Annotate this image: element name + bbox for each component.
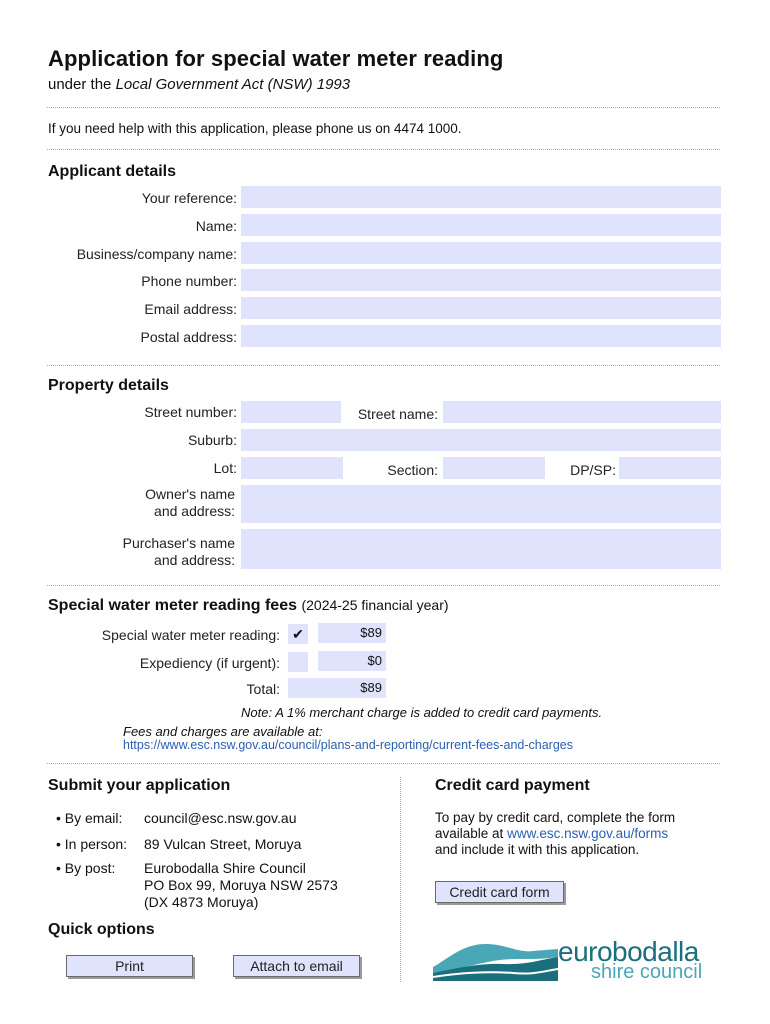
post-line2: PO Box 99, Moruya NSW 2573 bbox=[144, 877, 338, 893]
charges-text: Fees and charges are available at: bbox=[123, 724, 323, 739]
post-label: • By post: bbox=[56, 860, 116, 876]
expediency-checkbox[interactable] bbox=[288, 652, 308, 672]
print-button[interactable]: Print bbox=[66, 955, 193, 977]
section-label: Section: bbox=[387, 462, 438, 478]
postal-label: Postal address: bbox=[140, 329, 237, 345]
owner-input[interactable] bbox=[241, 485, 721, 523]
post-line3: (DX 4873 Moruya) bbox=[144, 894, 259, 910]
quick-options-heading: Quick options bbox=[48, 921, 155, 938]
dpsp-label: DP/SP: bbox=[570, 462, 616, 478]
reference-label: Your reference: bbox=[141, 190, 237, 206]
council-logo bbox=[433, 937, 723, 987]
lot-input[interactable] bbox=[241, 457, 343, 479]
attach-email-button[interactable]: Attach to email bbox=[233, 955, 360, 977]
subtitle-prefix: under the bbox=[48, 76, 112, 93]
name-input[interactable] bbox=[241, 214, 721, 236]
suburb-label: Suburb: bbox=[187, 432, 237, 448]
phone-input[interactable] bbox=[241, 269, 721, 291]
divider bbox=[47, 585, 720, 586]
business-label: Business/company name: bbox=[76, 246, 237, 262]
business-input[interactable] bbox=[241, 242, 721, 264]
purchaser-input[interactable] bbox=[241, 529, 721, 569]
divider bbox=[47, 107, 720, 108]
post-line1: Eurobodalla Shire Council bbox=[144, 860, 306, 876]
email-input[interactable] bbox=[241, 297, 721, 319]
expediency-fee-amount: $0 bbox=[318, 651, 386, 671]
reading-fee-label: Special water meter reading: bbox=[101, 627, 280, 643]
lot-label: Lot: bbox=[213, 460, 237, 476]
street-name-label: Street name: bbox=[357, 406, 438, 422]
section-input[interactable] bbox=[443, 457, 545, 479]
owner-label-line1: Owner's name bbox=[145, 486, 235, 502]
suburb-input[interactable] bbox=[241, 429, 721, 451]
purchaser-label-line1: Purchaser's name bbox=[122, 535, 235, 551]
page-subtitle bbox=[48, 76, 350, 93]
owner-label bbox=[40, 486, 235, 520]
street-number-input[interactable] bbox=[241, 401, 341, 423]
column-divider bbox=[400, 777, 401, 982]
in-person-value: 89 Vulcan Street, Moruya bbox=[144, 836, 302, 852]
reading-checkbox[interactable]: ✔ bbox=[288, 624, 308, 644]
reading-fee-amount: $89 bbox=[318, 623, 386, 643]
email-label: Email address: bbox=[144, 301, 237, 317]
in-person-label: • In person: bbox=[56, 836, 128, 852]
credit-heading: Credit card payment bbox=[435, 777, 590, 794]
divider bbox=[47, 149, 720, 150]
total-label: Total: bbox=[246, 681, 280, 697]
owner-label-line2: and address: bbox=[154, 503, 235, 519]
applicant-heading: Applicant details bbox=[48, 163, 177, 180]
forms-link[interactable]: www.esc.nsw.gov.au/forms bbox=[507, 826, 669, 841]
credit-line1: To pay by credit card, complete the form bbox=[435, 810, 676, 825]
credit-line2-prefix: available at bbox=[435, 826, 504, 841]
wave-logo-icon bbox=[433, 939, 558, 985]
post-address bbox=[144, 860, 338, 911]
street-name-input[interactable] bbox=[443, 401, 721, 423]
dpsp-input[interactable] bbox=[619, 457, 721, 479]
street-number-label: Street number: bbox=[144, 404, 237, 420]
divider bbox=[47, 365, 720, 366]
reference-input[interactable] bbox=[241, 186, 721, 208]
divider bbox=[47, 763, 720, 764]
help-text: If you need help with this application, please phone us on 4474 1000. bbox=[48, 121, 462, 136]
phone-label: Phone number: bbox=[141, 273, 237, 289]
credit-card-form-button[interactable]: Credit card form bbox=[435, 881, 564, 903]
charges-link[interactable]: https://www.esc.nsw.gov.au/council/plans-and-reporting/current-fees-and-charges bbox=[123, 738, 573, 752]
fees-heading-title: Special water meter reading fees bbox=[48, 597, 297, 614]
credit-line2 bbox=[435, 826, 675, 842]
total-amount: $89 bbox=[288, 678, 386, 698]
page-title: Application for special water meter reading bbox=[48, 46, 504, 71]
credit-line3: and include it with this application. bbox=[435, 842, 640, 857]
email-method-label: • By email: bbox=[56, 810, 123, 826]
merchant-note: Note: A 1% merchant charge is added to credit card payments. bbox=[241, 705, 603, 720]
logo-text-line2: shire council bbox=[591, 961, 703, 983]
subtitle-act: Local Government Act (NSW) 1993 bbox=[115, 76, 351, 93]
purchaser-label bbox=[40, 535, 235, 569]
logo-text-line1: eurobodalla bbox=[558, 936, 699, 967]
name-label: Name: bbox=[195, 218, 237, 234]
postal-input[interactable] bbox=[241, 325, 721, 347]
credit-instructions bbox=[435, 810, 675, 858]
fees-heading bbox=[48, 597, 449, 615]
fees-heading-suffix: (2024-25 financial year) bbox=[301, 597, 449, 613]
submit-heading: Submit your application bbox=[48, 777, 231, 794]
purchaser-label-line2: and address: bbox=[154, 552, 235, 568]
property-heading: Property details bbox=[48, 377, 169, 394]
email-method-value: council@esc.nsw.gov.au bbox=[144, 810, 297, 826]
expediency-label: Expediency (if urgent): bbox=[139, 655, 280, 671]
